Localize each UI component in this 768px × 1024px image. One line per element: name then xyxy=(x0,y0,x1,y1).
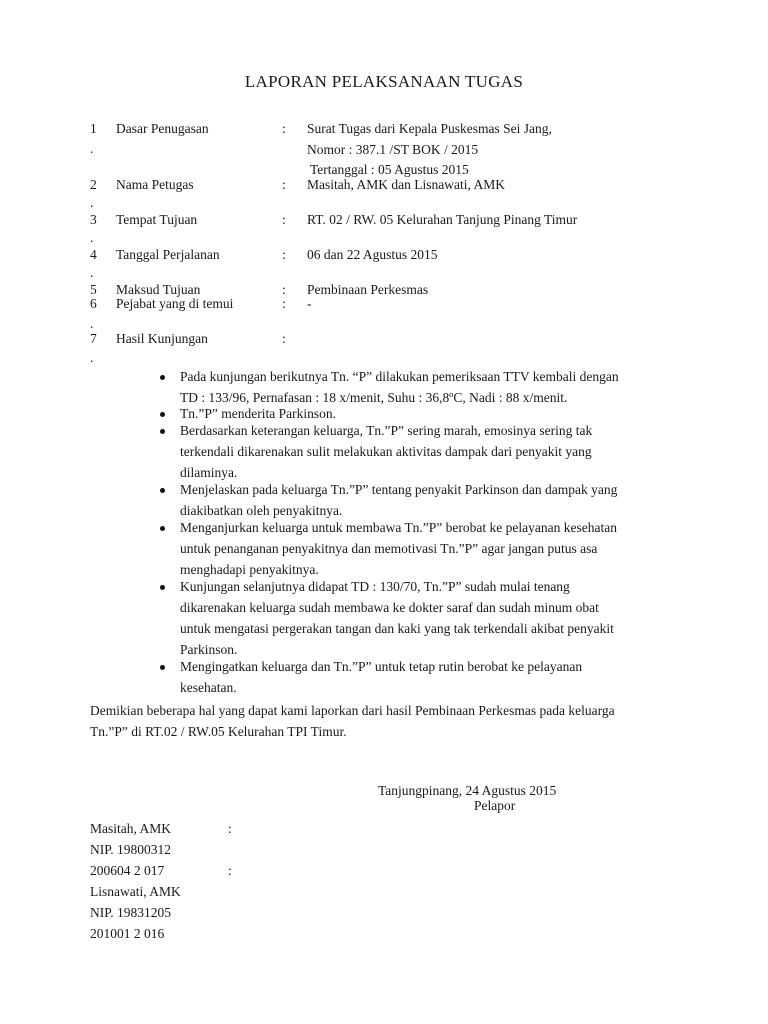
row-number: 6 xyxy=(90,296,97,311)
officer-nip: NIP. 19831205 xyxy=(90,905,172,920)
row-number: 2 xyxy=(90,177,97,192)
row-colon: : xyxy=(282,331,286,346)
row-value-pejabat: - xyxy=(307,296,312,311)
reporter-role: Pelapor xyxy=(474,798,516,813)
row-dot: . xyxy=(90,230,94,245)
row-dot: . xyxy=(90,141,94,156)
document-title: LAPORAN PELAKSANAAN TUGAS xyxy=(244,72,524,91)
row-value-tertanggal: Tertanggal : 05 Agustus 2015 xyxy=(310,162,469,177)
row-label-nama-petugas: Nama Petugas xyxy=(116,177,194,192)
row-number: 1 xyxy=(90,121,97,136)
bullet-icon xyxy=(160,526,165,531)
findings-list xyxy=(160,366,680,698)
place-date: Tanjungpinang, 24 Agustus 2015 xyxy=(378,783,557,798)
row-value-nama-petugas: Masitah, AMK dan Lisnawati, AMK xyxy=(307,177,505,192)
officer-nip-cont: 201001 2 016 xyxy=(90,926,165,941)
officer-nip-cont: 200604 2 017 xyxy=(90,863,165,878)
row-label-maksud-tujuan: Maksud Tujuan xyxy=(116,282,201,297)
row-label-hasil-kunjungan: Hasil Kunjungan xyxy=(116,331,208,346)
row-dot: . xyxy=(90,195,94,210)
bullet-icon xyxy=(160,375,165,380)
row-dot: . xyxy=(90,316,94,331)
list-item: Menjelaskan pada keluarga Tn.”P” tentang penyakit Parkinson dan dampak yang diakibatkan oleh penyakitnya. xyxy=(160,479,680,521)
row-colon: : xyxy=(282,177,286,192)
row-value-maksud: Pembinaan Perkesmas xyxy=(307,282,429,297)
row-value-nomor: Nomor : 387.1 /ST BOK / 2015 xyxy=(307,142,479,157)
list-item: Mengingatkan keluarga dan Tn.”P” untuk tetap rutin berobat ke pelayanan kesehatan. xyxy=(160,656,680,698)
bullet-icon xyxy=(160,585,165,590)
row-dot: . xyxy=(90,350,94,365)
officer-name: Lisnawati, AMK xyxy=(90,884,181,899)
row-dot: . xyxy=(90,265,94,280)
officer-colon: : xyxy=(228,821,232,836)
row-label-dasar-penugasan: Dasar Penugasan xyxy=(116,121,209,136)
list-item: Pada kunjungan berikutnya Tn. “P” dilakukan pemeriksaan TTV kembali dengan TD : 133/96, Pernafasan : 18 x/menit, Suhu : 36,8ºC, Nadi : 88 x/menit. xyxy=(160,366,680,408)
row-number: 3 xyxy=(90,212,97,227)
row-value-tanggal: 06 dan 22 Agustus 2015 xyxy=(307,247,438,262)
bullet-icon xyxy=(160,665,165,670)
bullet-icon xyxy=(160,429,165,434)
closing-paragraph: Demikian beberapa hal yang dapat kami laporkan dari hasil Pembinaan Perkesmas pada keluarga Tn.”P” di RT.02 / RW.05 Kelurahan TPI Timur. xyxy=(90,703,615,739)
bullet-icon xyxy=(160,488,165,493)
row-colon: : xyxy=(282,282,286,297)
list-item: Menganjurkan keluarga untuk membawa Tn.”P” berobat ke pelayanan kesehatan untuk penanganan penyakitnya dan memotivasi Tn.”P” agar jangan putus asa menghadapi penyakitnya. xyxy=(160,517,680,580)
row-number: 7 xyxy=(90,331,97,346)
officer-colon: : xyxy=(228,863,232,878)
row-label-tanggal-perjalanan: Tanggal Perjalanan xyxy=(116,247,220,262)
row-value-tempat-tujuan: RT. 02 / RW. 05 Kelurahan Tanjung Pinang Timur xyxy=(307,212,578,227)
officer-nip: NIP. 19800312 xyxy=(90,842,172,857)
bullet-icon xyxy=(160,412,165,417)
officer-name: Masitah, AMK xyxy=(90,821,171,836)
list-item: Tn.”P” menderita Parkinson. xyxy=(160,403,680,424)
row-colon: : xyxy=(282,296,286,311)
list-item: Kunjungan selanjutnya didapat TD : 130/70, Tn.”P” sudah mulai tenang dikarenakan keluarga sudah membawa ke dokter saraf dan sudah minum obat untuk mengatasi pergerakan tangan dan kaki yang tak terkendali akibat penyakit Parkinson. xyxy=(160,576,680,660)
row-colon: : xyxy=(282,212,286,227)
row-number: 5 xyxy=(90,282,97,297)
row-colon: : xyxy=(282,121,286,136)
row-number: 4 xyxy=(90,247,97,262)
row-label-pejabat: Pejabat yang di temui xyxy=(116,296,234,311)
row-value-surat-tugas: Surat Tugas dari Kepala Puskesmas Sei Jang, xyxy=(307,121,552,136)
row-label-tempat-tujuan: Tempat Tujuan xyxy=(116,212,198,227)
row-colon: : xyxy=(282,247,286,262)
list-item: Berdasarkan keterangan keluarga, Tn.”P” sering marah, emosinya sering tak terkendali dikarenakan sulit melakukan aktivitas dampak dari penyakit yang dilaminya. xyxy=(160,420,680,483)
